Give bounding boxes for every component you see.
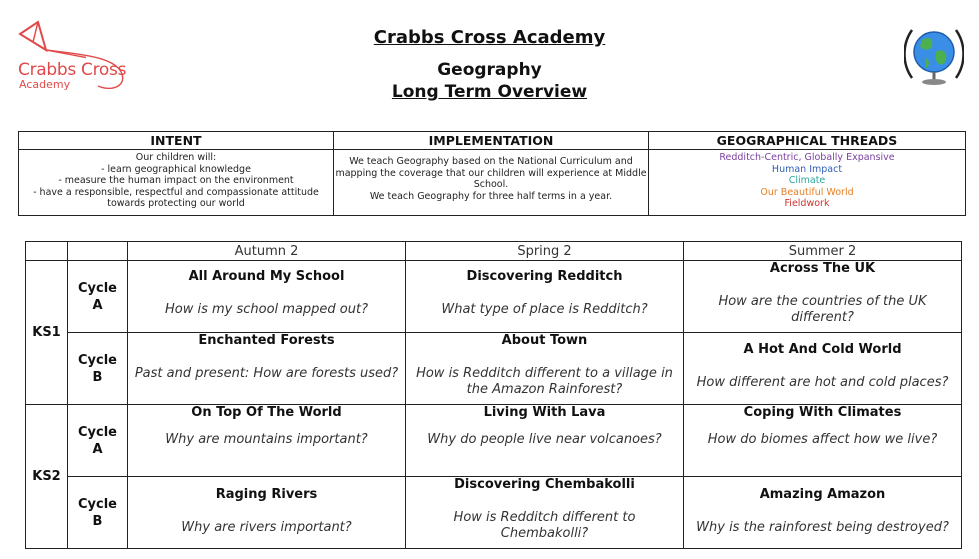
- unit-cell: [406, 405, 684, 477]
- corner-cell: [68, 242, 128, 261]
- unit-cell: [684, 261, 962, 333]
- cycle-word: Cycle: [78, 424, 117, 440]
- unit-title: Amazing Amazon: [759, 487, 886, 502]
- unit-title: Coping With Climates: [743, 405, 902, 420]
- unit-title: Discovering Redditch: [466, 269, 623, 284]
- unit-question: How is my school mapped out?: [164, 302, 369, 317]
- stage-label: KS2: [26, 405, 68, 549]
- unit-cell: [684, 477, 962, 549]
- unit-title: Across The UK: [769, 261, 876, 276]
- unit-question: What type of place is Redditch?: [441, 302, 648, 317]
- unit-title: Enchanted Forests: [198, 333, 335, 348]
- unit-cell: [684, 405, 962, 477]
- school-title: Crabbs Cross Academy: [373, 27, 606, 48]
- subject-title: Geography: [437, 60, 542, 80]
- unit-question: Past and present: How are forests used?: [134, 366, 399, 381]
- intent-line: - measure the human impact on the environment: [58, 175, 294, 186]
- implementation-cell: [334, 150, 649, 216]
- unit-question: How are the countries of the UK different?: [718, 294, 927, 325]
- intent-line: - have a responsible, respectful and compassionate attitude towards protecting our world: [33, 186, 319, 209]
- cycle-letter: B: [92, 369, 103, 385]
- term-header-summer: Summer 2: [684, 242, 962, 261]
- cycle-letter: A: [92, 441, 103, 457]
- unit-cell: [684, 333, 962, 405]
- cycle-label: [68, 333, 128, 405]
- intent-line: Our children will:: [135, 152, 217, 163]
- logo-name: Crabbs Cross: [18, 60, 127, 80]
- unit-question: How do biomes affect how we live?: [707, 432, 938, 447]
- term-header-spring: Spring 2: [406, 242, 684, 261]
- unit-cell: [128, 405, 406, 477]
- unit-cell: [406, 477, 684, 549]
- unit-title: On Top Of The World: [191, 405, 342, 420]
- unit-cell: [128, 261, 406, 333]
- unit-question: How is Redditch different to a village in the Amazon Rainforest?: [416, 366, 673, 397]
- thread-human-impact: Human Impact: [771, 163, 843, 175]
- cycle-label: [68, 261, 128, 333]
- unit-title: Living With Lava: [483, 405, 606, 420]
- unit-question: Why are mountains important?: [165, 432, 368, 447]
- intent-header: INTENT: [19, 132, 334, 150]
- thread-fieldwork: Fieldwork: [784, 198, 830, 209]
- unit-cell: [406, 261, 684, 333]
- term-header-autumn: Autumn 2: [128, 242, 406, 261]
- unit-cell: [128, 477, 406, 549]
- logo-subtitle: Academy: [19, 78, 71, 91]
- unit-title: All Around My School: [188, 269, 345, 284]
- cycle-word: Cycle: [78, 280, 117, 296]
- implementation-line: We teach Geography for three half terms in a year.: [369, 190, 613, 202]
- threads-cell: [649, 150, 966, 216]
- cycle-letter: B: [92, 513, 103, 529]
- unit-title: A Hot And Cold World: [743, 342, 902, 357]
- unit-question: Why is the rainforest being destroyed?: [696, 520, 949, 535]
- corner-cell: [26, 242, 68, 261]
- cycle-label: [68, 477, 128, 549]
- globe-icon: [904, 24, 964, 88]
- unit-title: Raging Rivers: [215, 487, 318, 502]
- unit-title: About Town: [501, 333, 588, 348]
- unit-question: Why are rivers important?: [181, 520, 352, 535]
- overview-table: [18, 131, 966, 216]
- cycle-word: Cycle: [78, 496, 117, 512]
- cycle-word: Cycle: [78, 352, 117, 368]
- cycle-letter: A: [92, 297, 103, 313]
- implementation-header: IMPLEMENTATION: [334, 132, 649, 150]
- intent-cell: [19, 150, 334, 216]
- unit-cell: [406, 333, 684, 405]
- unit-question: How different are hot and cold places?: [696, 375, 949, 390]
- thread-climate: Climate: [788, 175, 826, 186]
- stage-label: KS1: [26, 261, 68, 405]
- thread-beautiful-world: Our Beautiful World: [760, 186, 854, 198]
- implementation-line: We teach Geography based on the National Curriculum and mapping the coverage that our children will experience at Middle School.: [335, 156, 647, 190]
- thread-redditch: Redditch-Centric, Globally Expansive: [719, 152, 895, 163]
- intent-line: - learn geographical knowledge: [101, 163, 251, 175]
- unit-question: How is Redditch different to Chembakolli?: [453, 510, 636, 541]
- cycle-label: [68, 405, 128, 477]
- unit-cell: [128, 333, 406, 405]
- overview-title: Long Term Overview: [391, 82, 588, 102]
- curriculum-table: [25, 241, 962, 549]
- unit-title: Discovering Chembakolli: [454, 477, 635, 492]
- unit-question: Why do people live near volcanoes?: [427, 432, 662, 447]
- threads-header: GEOGRAPHICAL THREADS: [649, 132, 966, 150]
